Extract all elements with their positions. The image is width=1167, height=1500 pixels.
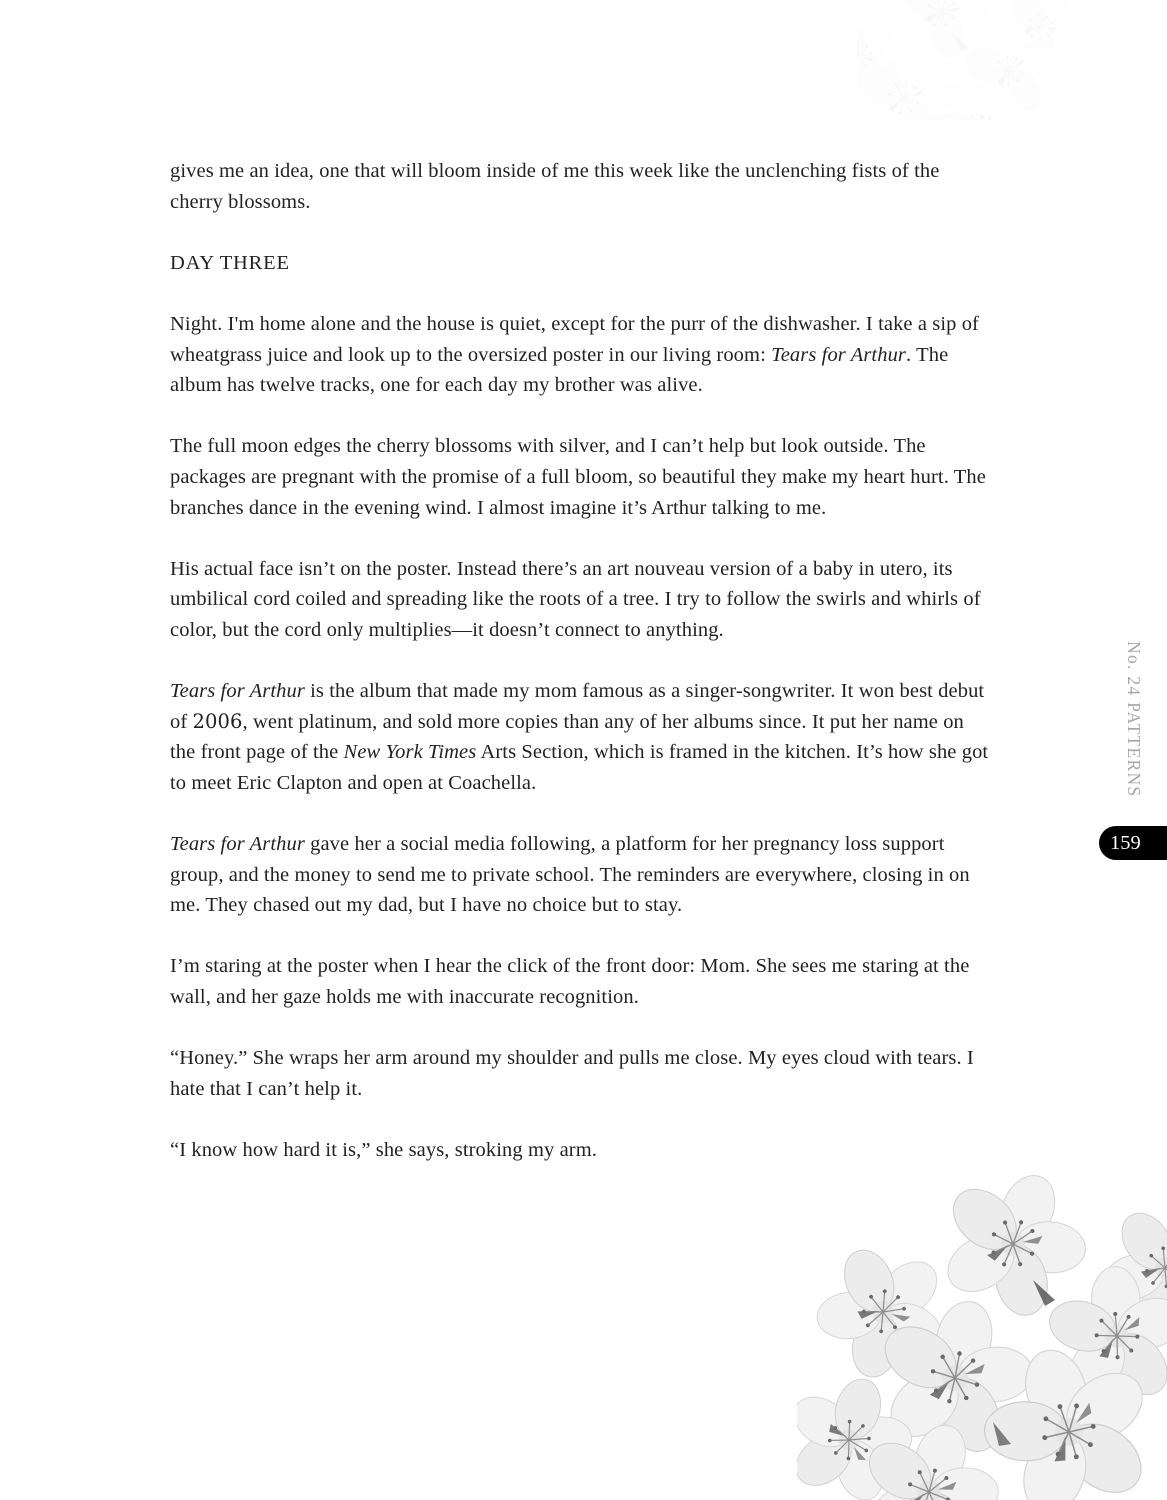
section-heading (170, 248, 992, 279)
text-segment: gave her a social media following, a platform for her pregnancy loss support group, and the money to send me to private school. The reminders are everywhere, closing in on me. They chased out my dad, but I have no choice but to stay. (170, 833, 970, 917)
text-segment: His actual face isn’t on the poster. Instead there’s an art nouveau version of a baby in utero, its umbilical cord coiled and spreading like the roots of a tree. I try to follow the swirls and whirls of color, but the cord only multiplies—it doesn’t connect to anything. (170, 557, 981, 641)
text-segment: I’m staring at the poster when I hear the click of the front door: Mom. She sees me staring at the wall, and her gaze holds me with inaccurate recognition. (170, 955, 970, 1009)
faint-cherry-blossoms-image (857, 0, 1097, 120)
chapter-label: No. 24 PATTERNS (1124, 641, 1144, 798)
text-segment: Arts Section, which is framed in the kitchen. It’s how she got to meet Eric Clapton and open at Coachella. (170, 741, 989, 794)
text-segment: , went platinum, and sold more copies than any of her albums since. It put her name on the front page of the (170, 710, 964, 764)
story-paragraph (170, 554, 992, 646)
text-segment: is the album that made my mom famous as a singer-songwriter. It won best debut of (170, 680, 985, 733)
text-segment: gives me an idea, one that will bloom inside of me this week like the unclenching fists of the cherry blossoms. (170, 160, 940, 213)
story-paragraph (170, 676, 992, 798)
story-paragraph (170, 431, 992, 523)
text-segment: 2006 (192, 709, 243, 733)
text-segment: . The album has twelve tracks, one for each day my brother was alive. (170, 343, 949, 397)
text-segment: Tears for Arthur (170, 680, 305, 703)
story-paragraph (170, 1043, 992, 1104)
text-segment: New York Times (343, 741, 477, 764)
text-segment: Night. I'm home alone and the house is quiet, except for the purr of the dishwasher. I take a sip of wheatgrass juice and look up to the oversized poster in our living room: (170, 312, 979, 366)
story-paragraph (170, 309, 992, 401)
story-paragraph (170, 951, 992, 1012)
text-segment: The full moon edges the cherry blossoms with silver, and I can’t help but look outside. The packages are pregnant with the promise of a full bloom, so beautiful they make my heart hurt. The branches dance in the evening wind. I almost imagine it’s Arthur talking to me. (170, 435, 986, 519)
story-paragraph (170, 829, 992, 921)
story-paragraph (170, 156, 992, 217)
text-column (170, 156, 992, 1196)
text-segment: “I know how hard it is,” she says, stroking my arm. (170, 1139, 597, 1161)
cherry-blossoms-image (797, 1140, 1167, 1500)
text-segment: DAY THREE (170, 251, 290, 274)
text-segment: “Honey.” She wraps her arm around my shoulder and pulls me close. My eyes cloud with tears. I hate that I can’t help it. (170, 1047, 974, 1100)
page-number-badge: 159 (1099, 826, 1167, 860)
text-segment: Tears for Arthur (170, 833, 305, 856)
text-segment: Tears for Arthur (771, 343, 907, 366)
